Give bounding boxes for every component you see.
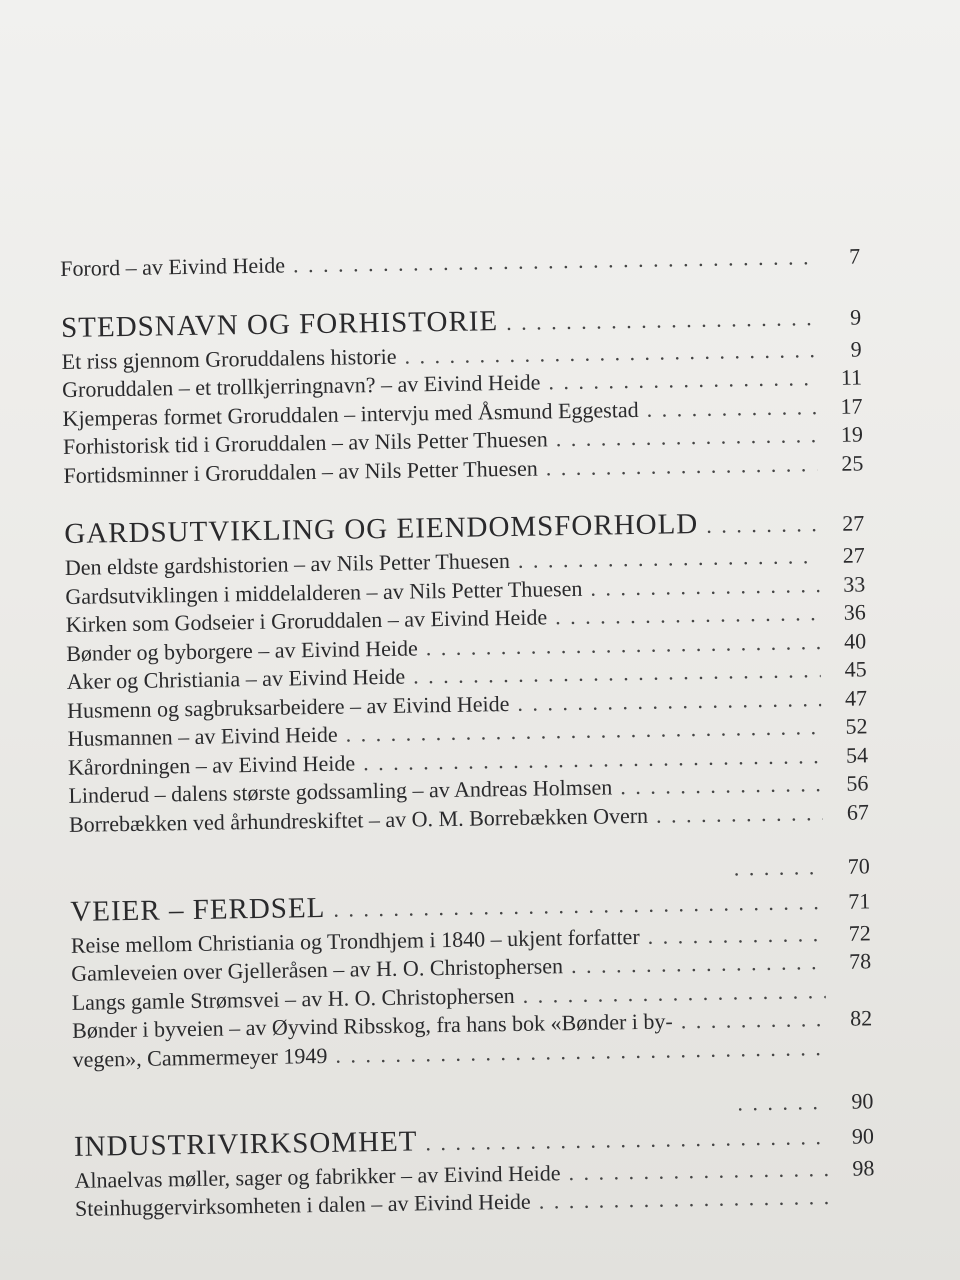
heading-label: STEDSNAVN OG FORHISTORIE: [60, 304, 499, 344]
dot-leader: [733, 853, 823, 883]
page-number: 17: [840, 392, 863, 419]
entry-label: vegen», Cammermeyer 1949: [72, 1042, 328, 1072]
entry-label: Forhistorisk tid i Groruddalen – av Nils Petter Thuesen: [62, 426, 548, 459]
entry-label: Et riss gjennom Groruddalens historie: [61, 343, 397, 374]
page-number: 27: [842, 542, 866, 568]
page-number: 90: [851, 1122, 875, 1149]
page-number: 82: [849, 1005, 873, 1031]
dot-leader: [538, 1183, 829, 1216]
section-industri: [73, 1087, 875, 1223]
page-number: 25: [841, 449, 864, 476]
page-number: [832, 997, 872, 998]
page-number: 54: [845, 741, 869, 768]
page-number: 36: [843, 599, 866, 625]
page-number: 27: [842, 510, 865, 536]
entry-label: Den eldste gardshistorien – av Nils Petter Thuesen: [64, 547, 511, 580]
section-veier: [70, 852, 873, 1074]
dot-leader: [571, 948, 826, 980]
page-number: 45: [844, 656, 867, 682]
heading-label: VEIER – FERDSEL: [70, 891, 326, 928]
dot-leader: [646, 393, 816, 424]
page-number: 71: [848, 887, 871, 914]
section-gardsutvikling: [64, 503, 869, 839]
entry-label: Forord – av Eivind Heide: [60, 252, 286, 281]
dot-leader: [548, 364, 816, 397]
entry-label: Borrebækken ved århundreskiftet – av O. M. Borrebækken Overn: [68, 802, 649, 837]
entry-label: Bønder og byborgere – av Eivind Heide: [66, 634, 418, 666]
heading-label: INDUSTRIVIRKSOMHET: [73, 1124, 418, 1163]
page-number: 78: [848, 948, 872, 974]
page-number: 33: [843, 570, 866, 597]
page-number: 7: [848, 243, 861, 269]
page-number: 11: [840, 364, 863, 390]
dot-leader: [656, 799, 823, 830]
dot-leader: [706, 506, 819, 544]
dot-leader: [590, 571, 819, 603]
entry-label: Steinhuggervirksomheten i dalen – av Eivind Heide: [74, 1188, 531, 1221]
entry-label: Bønder i byveien – av Øyvind Ribsskog, fra hans bok «Bønder i by-: [71, 1008, 673, 1043]
table-of-contents: [60, 242, 876, 1249]
page-number: [833, 1054, 873, 1055]
dot-leader: [293, 243, 815, 280]
dot-leader: [737, 1088, 827, 1118]
heading-label: GARDSUTVIKLING OG EIENDOMSFORHOLD: [64, 508, 699, 550]
page-number: 9: [849, 303, 862, 330]
dot-leader: [546, 450, 818, 483]
entry-label: Kjemperas formet Groruddalen – intervju med Åsmund Eggestad: [62, 396, 639, 431]
entry-label: Groruddalen – et trollkjerringnavn? – av Eivind Heide: [61, 369, 541, 402]
page-number: [835, 1203, 875, 1204]
entry-label: Gamleveien over Gjelleråsen – av H. O. Christophersen: [71, 953, 564, 986]
dot-leader: [647, 920, 825, 951]
page-number: 72: [848, 919, 871, 946]
entry-label: Kirken som Godseier i Groruddalen – av Eivind Heide: [65, 604, 548, 637]
page-number: 47: [844, 684, 868, 711]
page-number: 40: [843, 627, 867, 654]
entry-label: Fortidsminner i Groruddalen – av Nils Petter Thuesen: [63, 455, 538, 488]
foreword-section: [60, 242, 860, 283]
entry-label: Kårordningen – av Eivind Heide: [67, 749, 356, 780]
dot-leader: [506, 300, 815, 341]
entry-label: Langs gamle Strømsvei – av H. O. Christophersen: [71, 982, 515, 1015]
page-number: 90: [851, 1088, 874, 1114]
page-number: 70: [847, 853, 870, 879]
dot-leader: [681, 1005, 827, 1036]
page-number: 56: [846, 770, 869, 796]
entry-label: Reise mellom Christiania og Trondhjem i 1840 – ukjent forfatter: [70, 923, 640, 958]
entry-label: Aker og Christiania – av Eivind Heide: [66, 663, 406, 694]
section-stedsnavn: [61, 297, 864, 490]
dot-leader: [555, 599, 820, 632]
page-number: 19: [840, 421, 864, 447]
page-number: 9: [850, 335, 862, 362]
toc-entry-foreword: [60, 242, 860, 283]
page-number: 52: [845, 713, 868, 739]
entry-label: Alnaelvas møller, sager og fabrikker – av Eivind Heide: [74, 1159, 561, 1193]
entry-label: Husmannen – av Eivind Heide: [67, 721, 338, 751]
entry-label: Husmenn og sagbruksarbeidere – av Eivind Heide: [66, 690, 510, 723]
page-number: 67: [846, 798, 870, 825]
dot-leader: [556, 421, 818, 454]
page-number: 98: [852, 1154, 875, 1181]
entry-label: Linderud – dalens største godssamling – av Andreas Holmsen: [68, 774, 613, 808]
dot-leader: [568, 1155, 828, 1188]
dot-leader: [620, 770, 823, 802]
entry-label: Gardsutviklingen i middelalderen – av Nils Petter Thuesen: [65, 575, 583, 609]
